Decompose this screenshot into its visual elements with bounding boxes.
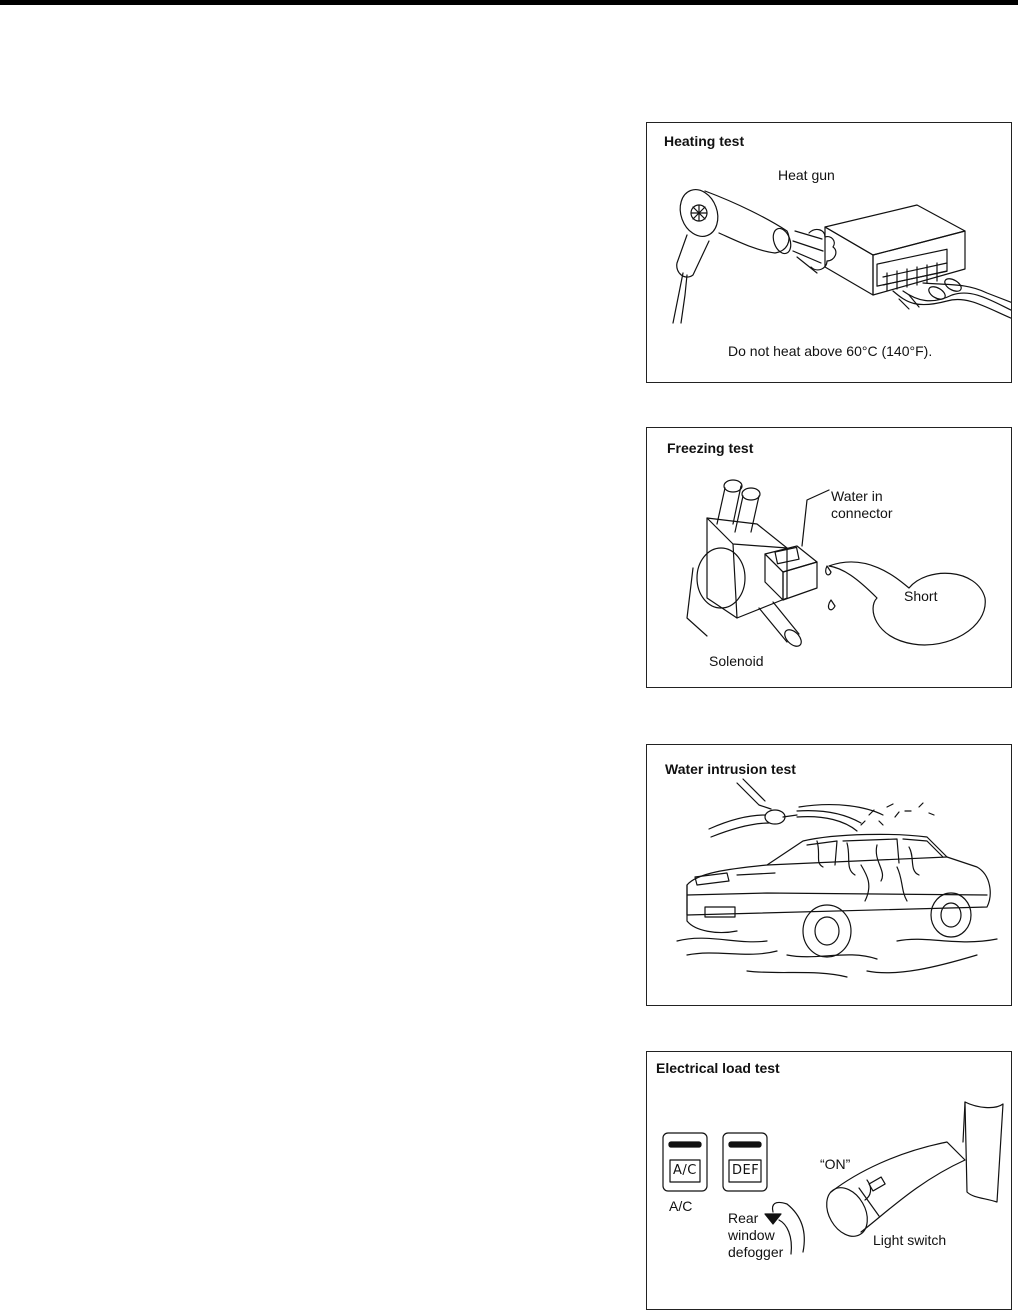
rear-window-defogger-label: Rear window defogger	[728, 1210, 784, 1260]
on-label: “ON”	[820, 1156, 851, 1172]
heating-test-figure	[646, 122, 1012, 383]
page-top-rule	[0, 0, 1018, 5]
electrical-controls-illustration	[647, 1052, 1012, 1310]
def-switch-label: DEF	[732, 1163, 760, 1178]
solenoid-label: Solenoid	[709, 653, 764, 669]
electrical-load-test-figure	[646, 1051, 1012, 1310]
solenoid-illustration	[647, 428, 1012, 688]
car-washing-illustration	[647, 745, 1012, 1006]
water-intrusion-test-title: Water intrusion test	[665, 761, 796, 777]
heating-caution-note: Do not heat above 60°C (140°F).	[728, 343, 933, 359]
freezing-test-figure	[646, 427, 1012, 688]
light-switch-label: Light switch	[873, 1232, 947, 1248]
heating-test-title: Heating test	[664, 133, 745, 149]
water-in-connector-label: Water in connector	[831, 488, 893, 521]
ac-switch-label: A/C	[673, 1163, 697, 1178]
electrical-load-test-title: Electrical load test	[656, 1060, 780, 1076]
short-label: Short	[904, 588, 938, 604]
freezing-test-title: Freezing test	[667, 440, 754, 456]
heat-gun-label: Heat gun	[778, 167, 835, 183]
water-intrusion-test-figure	[646, 744, 1012, 1006]
ac-label: A/C	[669, 1198, 693, 1214]
